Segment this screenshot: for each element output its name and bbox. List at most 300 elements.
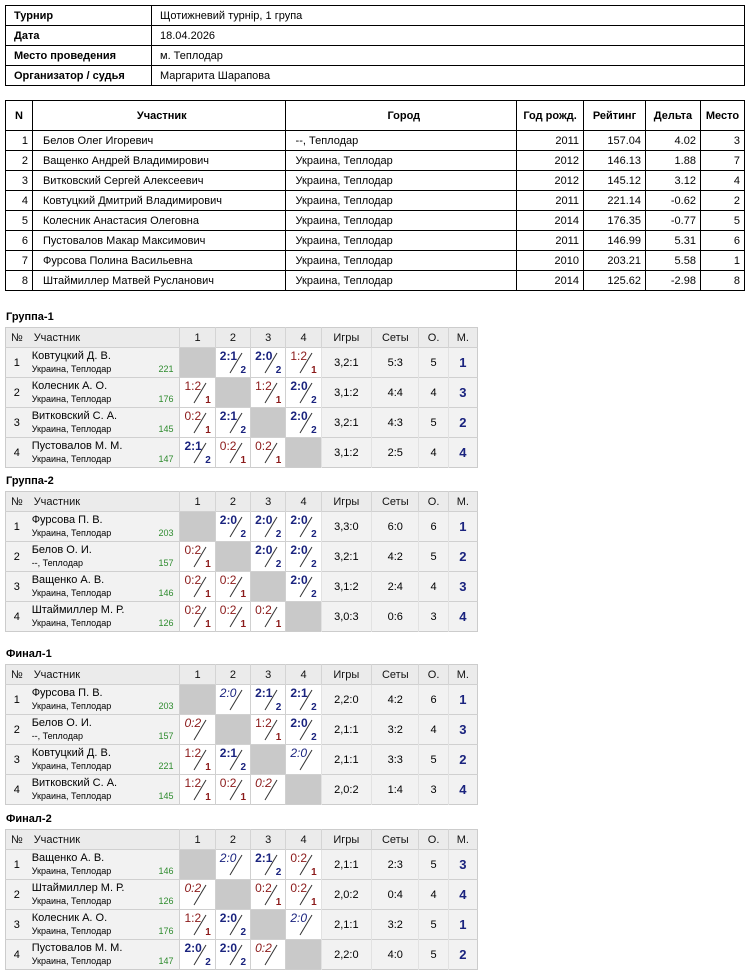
match-score-cell: [215, 408, 250, 438]
player-cell: [28, 542, 180, 572]
group-table: [5, 664, 478, 805]
match-score-cell: [286, 850, 321, 880]
info-row: [6, 66, 745, 86]
participant-row: [6, 131, 745, 151]
participant-birth-year: 2014: [517, 271, 584, 291]
points-value: 6: [419, 685, 448, 715]
place-value: 3: [448, 850, 477, 880]
sets-value: 4:2: [372, 542, 419, 572]
match-score: 0:2: [219, 573, 237, 587]
participant-row: [6, 151, 745, 171]
row-number: 1: [6, 348, 28, 378]
player-name: Ващенко А. В.: [31, 574, 105, 586]
header-points: О.: [419, 830, 448, 850]
header-sets: Сеты: [372, 830, 419, 850]
player-city: Украина, Теплодар: [31, 896, 112, 906]
player-name: Белов О. И.: [31, 717, 92, 729]
header-col-2: 2: [215, 665, 250, 685]
participant-delta: -0.77: [646, 211, 701, 231]
info-value: Щотижневий турнір, 1 група: [152, 6, 745, 26]
match-score-cell: [215, 602, 250, 632]
match-points: 1: [205, 619, 211, 630]
sets-value: 4:4: [372, 378, 419, 408]
participant-number: 1: [6, 131, 33, 151]
header-col-1: 1: [180, 665, 215, 685]
match-points: 1: [205, 762, 211, 773]
games-value: 3,3:0: [321, 512, 371, 542]
player-city: Украина, Теплодар: [31, 701, 112, 711]
match-points: 1: [311, 897, 317, 908]
participant-row: [6, 191, 745, 211]
match-score: 1:2: [184, 746, 202, 760]
group-title: Финал-2: [6, 813, 52, 825]
match-points: 2: [311, 529, 317, 540]
match-points: 1: [311, 867, 317, 878]
match-score: 2:0: [290, 379, 308, 393]
player-city: Украина, Теплодар: [31, 528, 112, 538]
header-col-2: 2: [215, 830, 250, 850]
match-points: 2: [311, 589, 317, 600]
header-col-1: 1: [180, 830, 215, 850]
header-games: Игры: [321, 665, 371, 685]
group-row: [6, 572, 478, 602]
slash-divider: [229, 854, 243, 876]
match-score-cell: [180, 910, 215, 940]
match-score: 2:0: [184, 941, 202, 955]
match-score-cell: [251, 602, 286, 632]
player-cell: [28, 378, 180, 408]
group-row: [6, 715, 478, 745]
participant-number: 5: [6, 211, 33, 231]
participant-rating: 146.13: [584, 151, 646, 171]
player-info: [32, 760, 176, 772]
player-city: Украина, Теплодар: [31, 956, 112, 966]
match-score: 1:2: [290, 349, 308, 363]
match-points: 1: [311, 365, 317, 376]
match-score-cell: [286, 542, 321, 572]
player-info: [32, 453, 176, 465]
player-city: --, Теплодар: [31, 731, 83, 741]
group-row: [6, 542, 478, 572]
info-value: Маргарита Шарапова: [152, 66, 745, 86]
match-score-cell: [180, 542, 215, 572]
header-number: №: [6, 328, 28, 348]
match-score: 2:0: [290, 513, 308, 527]
match-score-cell: [180, 775, 215, 805]
participant-number: 3: [6, 171, 33, 191]
match-score: 2:0: [219, 513, 238, 527]
points-value: 5: [419, 348, 448, 378]
match-score: 0:2: [184, 543, 202, 557]
participant-city: Украина, Теплодар: [285, 191, 517, 211]
place-value: 2: [448, 940, 477, 970]
participant-name: Ващенко Андрей Владимирович: [32, 151, 285, 171]
match-score-cell: [215, 775, 250, 805]
group-block: [5, 813, 478, 970]
participant-city: Украина, Теплодар: [285, 151, 517, 171]
self-match-cell: [215, 880, 250, 910]
place-value: 1: [448, 512, 477, 542]
participant-birth-year: 2010: [517, 251, 584, 271]
match-score-cell: [251, 715, 286, 745]
participant-city: Украина, Теплодар: [285, 231, 517, 251]
slash-divider: [193, 884, 207, 906]
group-header-row: [6, 492, 478, 512]
player-cell: [28, 602, 180, 632]
match-score-cell: [251, 512, 286, 542]
sets-value: 4:0: [372, 940, 419, 970]
match-score-cell: [286, 408, 321, 438]
participant-number: 2: [6, 151, 33, 171]
info-key: Турнир: [6, 6, 152, 26]
points-value: 5: [419, 910, 448, 940]
header-birth-year: Год рожд.: [517, 101, 584, 131]
place-value: 2: [448, 542, 477, 572]
participant-rating: 221.14: [584, 191, 646, 211]
games-value: 2,1:1: [321, 850, 371, 880]
group-header-row: [6, 328, 478, 348]
group-table: [5, 829, 478, 970]
row-number: 2: [6, 378, 28, 408]
header-participant: Участник: [28, 328, 180, 348]
match-score: 2:1: [184, 439, 202, 453]
match-score: 2:0: [255, 349, 273, 363]
group-header-row: [6, 830, 478, 850]
slash-divider: [193, 719, 207, 741]
match-score-cell: [251, 378, 286, 408]
row-number: 4: [6, 602, 28, 632]
header-number: №: [6, 492, 28, 512]
match-score: 0:2: [255, 881, 272, 895]
match-score: 1:2: [184, 911, 202, 925]
place-value: 3: [448, 378, 477, 408]
match-points: 2: [311, 732, 317, 743]
match-score-cell: [215, 940, 250, 970]
header-place: Место: [700, 101, 744, 131]
participant-delta: 1.88: [646, 151, 701, 171]
match-score-cell: [180, 378, 215, 408]
participant-birth-year: 2012: [517, 151, 584, 171]
match-score-cell: [215, 745, 250, 775]
participant-birth-year: 2014: [517, 211, 584, 231]
participant-row: [6, 171, 745, 191]
match-score-cell: [251, 348, 286, 378]
match-score: 2:0: [219, 686, 237, 700]
match-points: 2: [311, 559, 317, 570]
player-cell: [28, 512, 180, 542]
points-value: 6: [419, 512, 448, 542]
group-table: [5, 491, 478, 632]
self-match-cell: [215, 378, 250, 408]
match-points: 2: [275, 867, 282, 878]
match-points: 1: [240, 589, 247, 600]
participant-city: Украина, Теплодар: [285, 271, 517, 291]
participant-number: 8: [6, 271, 33, 291]
header-col-4: 4: [286, 328, 321, 348]
header-number: №: [6, 665, 28, 685]
self-match-cell: [180, 850, 215, 880]
sets-value: 3:3: [372, 745, 419, 775]
match-score: 2:0: [255, 543, 273, 557]
match-score: 2:0: [290, 746, 308, 760]
tournament-info-table: [5, 5, 745, 86]
match-score-cell: [286, 745, 321, 775]
row-number: 2: [6, 542, 28, 572]
player-name: Фурсова П. В.: [31, 514, 103, 526]
match-score: 2:1: [255, 686, 273, 700]
player-rating: 126: [158, 618, 174, 628]
match-score: 2:0: [219, 911, 238, 925]
match-score: 0:2: [255, 439, 272, 453]
match-points: 2: [275, 559, 282, 570]
header-games: Игры: [321, 492, 371, 512]
match-score: 2:0: [290, 409, 308, 423]
self-match-cell: [215, 715, 250, 745]
points-value: 3: [419, 775, 448, 805]
match-points: 2: [240, 529, 247, 540]
group-title: Финал-1: [6, 648, 52, 660]
participant-city: --, Теплодар: [285, 131, 517, 151]
player-name: Колесник А. О.: [31, 380, 108, 392]
group-row: [6, 602, 478, 632]
match-points: 1: [205, 559, 211, 570]
header-participant: Участник: [28, 665, 180, 685]
match-score: 2:0: [219, 851, 237, 865]
match-score-cell: [251, 542, 286, 572]
participant-rating: 125.62: [584, 271, 646, 291]
participant-name: Штаймиллер Матвей Русланович: [32, 271, 285, 291]
match-score-cell: [180, 438, 215, 468]
header-participant: Участник: [28, 830, 180, 850]
row-number: 2: [6, 715, 28, 745]
match-score: 2:0: [290, 543, 308, 557]
group-row: [6, 775, 478, 805]
sets-value: 3:2: [372, 715, 419, 745]
participant-place: 5: [700, 211, 744, 231]
self-match-cell: [286, 940, 321, 970]
points-value: 5: [419, 940, 448, 970]
participant-delta: 5.31: [646, 231, 701, 251]
match-score: 2:1: [255, 851, 273, 865]
header-games: Игры: [321, 328, 371, 348]
participant-number: 4: [6, 191, 33, 211]
player-rating: 221: [158, 364, 174, 374]
group-row: [6, 685, 478, 715]
participant-birth-year: 2011: [517, 231, 584, 251]
player-cell: [28, 348, 180, 378]
match-points: 2: [275, 365, 282, 376]
self-match-cell: [180, 512, 215, 542]
group-row: [6, 438, 478, 468]
points-value: 3: [419, 602, 448, 632]
self-match-cell: [215, 542, 250, 572]
player-city: Украина, Теплодар: [31, 791, 112, 801]
match-points: 2: [240, 365, 247, 376]
player-name: Пустовалов М. М.: [31, 440, 123, 452]
player-city: Украина, Теплодар: [31, 588, 112, 598]
points-value: 5: [419, 542, 448, 572]
participant-birth-year: 2011: [517, 191, 584, 211]
slash-divider: [264, 944, 278, 966]
match-points: 1: [240, 792, 247, 803]
match-score: 1:2: [255, 716, 272, 730]
row-number: 4: [6, 940, 28, 970]
participant-birth-year: 2012: [517, 171, 584, 191]
sets-value: 0:4: [372, 880, 419, 910]
group-row: [6, 408, 478, 438]
header-sets: Сеты: [372, 665, 419, 685]
player-rating: 145: [158, 791, 174, 801]
player-rating: 176: [158, 394, 174, 404]
points-value: 5: [419, 408, 448, 438]
place-value: 3: [448, 572, 477, 602]
player-rating: 147: [158, 956, 174, 966]
match-score-cell: [286, 685, 321, 715]
match-points: 1: [205, 425, 211, 436]
header-participant: Участник: [32, 101, 285, 131]
player-name: Витковский С. А.: [31, 777, 118, 789]
match-score: 2:1: [219, 746, 238, 760]
match-score: 0:2: [184, 573, 202, 587]
player-info: [32, 925, 176, 937]
participant-delta: -2.98: [646, 271, 701, 291]
participant-name: Витковский Сергей Алексеевич: [32, 171, 285, 191]
games-value: 3,1:2: [321, 378, 371, 408]
games-value: 3,1:2: [321, 572, 371, 602]
match-score: 0:2: [184, 603, 202, 617]
place-value: 4: [448, 602, 477, 632]
match-score: 2:0: [290, 573, 308, 587]
sets-value: 2:5: [372, 438, 419, 468]
player-city: --, Теплодар: [31, 558, 83, 568]
participant-row: [6, 231, 745, 251]
player-info: [32, 393, 176, 405]
match-score-cell: [251, 850, 286, 880]
group-row: [6, 940, 478, 970]
header-points: О.: [419, 328, 448, 348]
group-row: [6, 512, 478, 542]
player-city: Украина, Теплодар: [31, 761, 112, 771]
match-score-cell: [215, 438, 250, 468]
info-key: Место проведения: [6, 46, 152, 66]
group-table: [5, 327, 478, 468]
player-cell: [28, 685, 180, 715]
player-name: Ващенко А. В.: [31, 852, 105, 864]
match-score-cell: [180, 880, 215, 910]
participant-city: Украина, Теплодар: [285, 251, 517, 271]
self-match-cell: [251, 910, 286, 940]
participant-row: [6, 251, 745, 271]
player-name: Белов О. И.: [31, 544, 92, 556]
match-points: 1: [275, 897, 282, 908]
participant-name: Белов Олег Игоревич: [32, 131, 285, 151]
group-row: [6, 745, 478, 775]
match-score-cell: [251, 880, 286, 910]
player-name: Пустовалов М. М.: [31, 942, 123, 954]
row-number: 1: [6, 850, 28, 880]
place-value: 1: [448, 685, 477, 715]
participants-header-row: [6, 101, 745, 131]
slash-divider: [264, 779, 278, 801]
header-points: О.: [419, 492, 448, 512]
player-city: Украина, Теплодар: [31, 926, 112, 936]
match-points: 1: [275, 619, 282, 630]
row-number: 1: [6, 512, 28, 542]
header-col-3: 3: [251, 492, 286, 512]
player-cell: [28, 910, 180, 940]
player-cell: [28, 572, 180, 602]
player-city: Украина, Теплодар: [31, 424, 112, 434]
match-points: 1: [205, 792, 211, 803]
match-points: 1: [205, 927, 211, 938]
sets-value: 3:2: [372, 910, 419, 940]
match-score: 0:2: [184, 716, 202, 730]
match-score-cell: [251, 940, 286, 970]
match-points: 1: [275, 732, 282, 743]
row-number: 3: [6, 572, 28, 602]
group-title: Группа-2: [6, 475, 54, 487]
participant-name: Пустовалов Макар Максимович: [32, 231, 285, 251]
info-key: Организатор / судья: [6, 66, 152, 86]
self-match-cell: [286, 775, 321, 805]
info-row: [6, 26, 745, 46]
player-rating: 126: [158, 896, 174, 906]
games-value: 2,0:2: [321, 880, 371, 910]
match-score: 0:2: [184, 881, 202, 895]
participant-row: [6, 271, 745, 291]
player-name: Штаймиллер М. Р.: [31, 882, 125, 894]
player-info: [32, 790, 176, 802]
match-score: 2:1: [219, 349, 238, 363]
match-score: 0:2: [290, 851, 308, 865]
player-cell: [28, 408, 180, 438]
match-score-cell: [286, 378, 321, 408]
header-sets: Сеты: [372, 492, 419, 512]
group-row: [6, 378, 478, 408]
self-match-cell: [286, 438, 321, 468]
header-city: Город: [285, 101, 517, 131]
player-info: [32, 865, 176, 877]
player-rating: 147: [158, 454, 174, 464]
player-rating: 203: [158, 701, 174, 711]
header-col-4: 4: [286, 830, 321, 850]
place-value: 4: [448, 775, 477, 805]
slash-divider: [299, 914, 313, 936]
header-col-2: 2: [215, 492, 250, 512]
header-col-4: 4: [286, 492, 321, 512]
match-score-cell: [286, 910, 321, 940]
match-score-cell: [180, 602, 215, 632]
match-points: 2: [275, 529, 282, 540]
header-place: М.: [448, 328, 477, 348]
place-value: 2: [448, 745, 477, 775]
player-cell: [28, 940, 180, 970]
header-col-2: 2: [215, 328, 250, 348]
self-match-cell: [251, 572, 286, 602]
match-score-cell: [251, 685, 286, 715]
info-value: 18.04.2026: [152, 26, 745, 46]
header-participant: Участник: [28, 492, 180, 512]
player-rating: 157: [158, 731, 174, 741]
match-score-cell: [251, 438, 286, 468]
group-row: [6, 850, 478, 880]
match-score-cell: [215, 348, 250, 378]
player-city: Украина, Теплодар: [31, 866, 112, 876]
participant-delta: 5.58: [646, 251, 701, 271]
player-info: [32, 617, 176, 629]
match-score: 2:0: [219, 941, 238, 955]
participant-city: Украина, Теплодар: [285, 211, 517, 231]
